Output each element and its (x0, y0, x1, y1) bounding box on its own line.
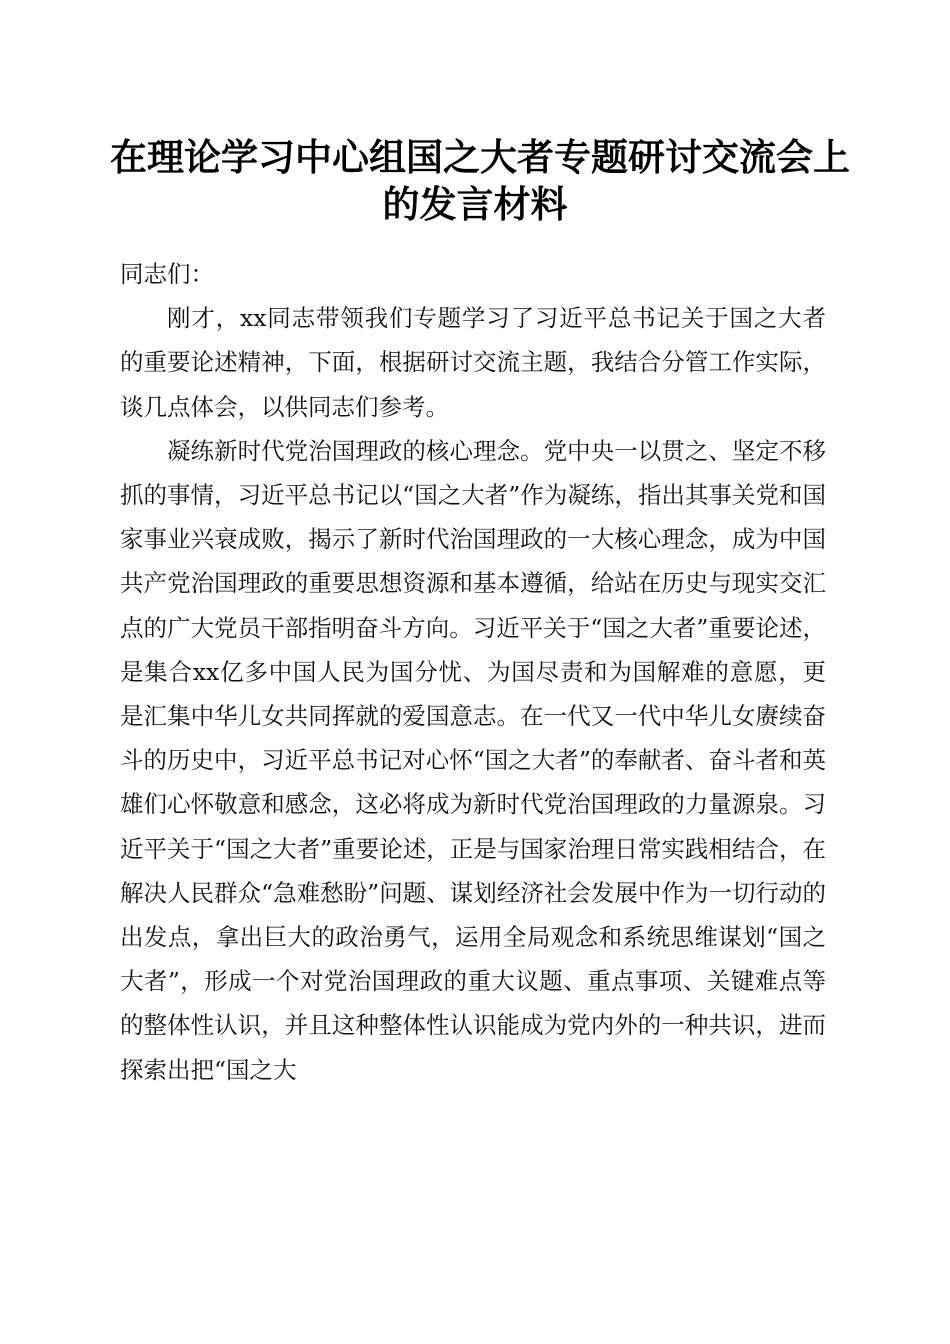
paragraph-core-concept: 凝练新时代党治国理政的核心理念。党中央一以贯之、坚定不移抓的事情，习近平总书记以“国之大者”作为凝练，指出其事关党和国家事业兴衰成败，揭示了新时代治国理政的一大核心理念，成为中国共产党治国理政的重要思想资源和基本遵循，给站在历史与现实交汇点的广大党员干部指明奋斗方向。习近平关于“国之大者”重要论述，是集合xx亿多中国人民为国分忧、为国尽责和为国解难的意愿，更是汇集中华儿女共同挥就的爱国意志。在一代又一代中华儿女赓续奋斗的历史中，习近平总书记对心怀“国之大者”的奉献者、奋斗者和英雄们心怀敬意和感念，这必将成为新时代党治国理政的力量源泉。习近平关于“国之大者”重要论述，正是与国家治理日常实践相结合，在解决人民群众“急难愁盼”问题、谋划经济社会发展中作为一切行动的出发点，拿出巨大的政治勇气，运用全局观念和系统思维谋划“国之大者”，形成一个对党治国理政的重大议题、重点事项、关键难点等的整体性认识，并且这种整体性认识能成为党内外的一种共识，进而探索出把“国之大 (120, 436, 826, 1084)
document-title (110, 134, 850, 228)
paragraph-intro: 刚才，xx同志带领我们专题学习了习近平总书记关于国之大者的重要论述精神，下面，根据研讨交流主题，我结合分管工作实际，谈几点体会，以供同志们参考。 (120, 304, 826, 421)
document-body (120, 252, 826, 1092)
title-line-2: 的发言材料 (382, 182, 568, 226)
salutation: 同志们： (120, 260, 214, 288)
title-line-1: 在理论学习中心组国之大者专题研讨交流会上 (110, 135, 850, 179)
